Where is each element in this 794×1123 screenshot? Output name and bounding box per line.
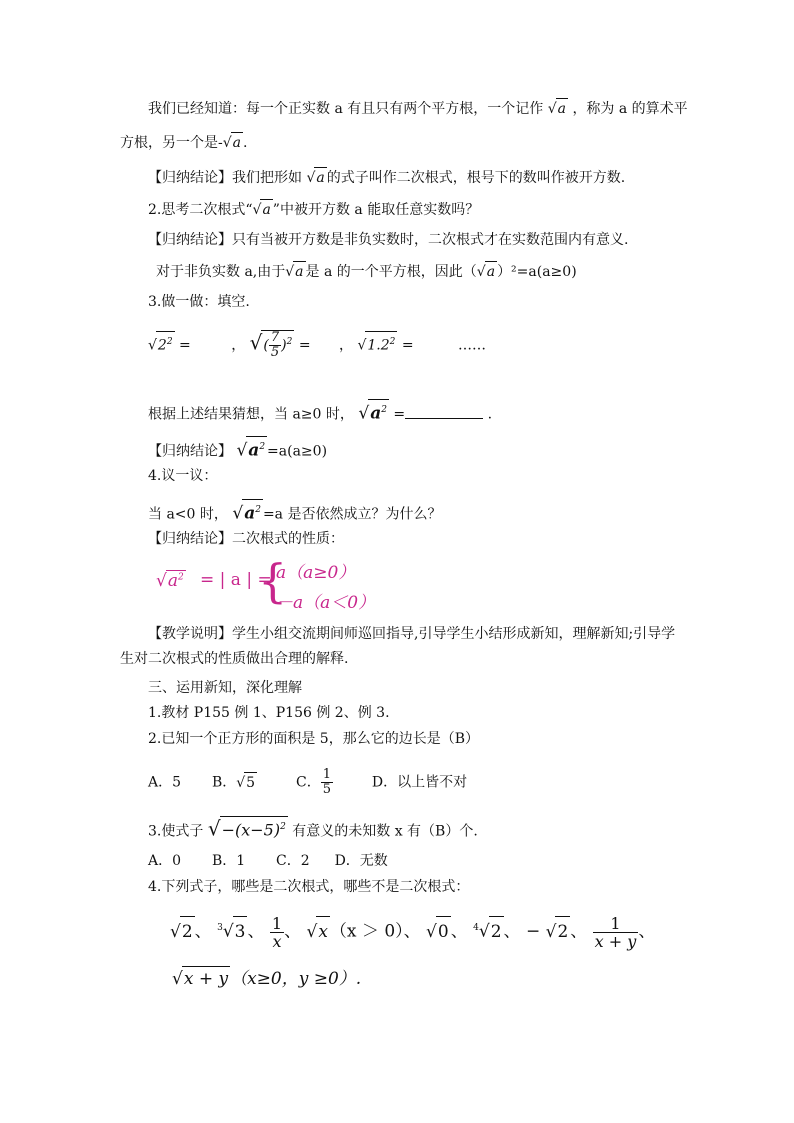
equals: = xyxy=(393,406,406,423)
text: 的式子叫作二次根式，根号下的数叫作被开方数. xyxy=(326,170,626,186)
example-1: 1.教材 P155 例 1、P156 例 2、例 3. xyxy=(148,705,390,721)
base: −(x−5) xyxy=(221,820,281,840)
sqrt-2: √2 xyxy=(546,916,571,947)
denominator: 5 xyxy=(270,345,280,360)
separator: 、 xyxy=(284,921,302,942)
radicand: 5 xyxy=(244,772,257,793)
fraction-one-fifth xyxy=(321,768,333,797)
radicand xyxy=(365,331,397,356)
separator: 、 xyxy=(403,921,421,942)
exponent: 2 xyxy=(280,822,286,832)
case-2: －a（a＜0） xyxy=(276,593,376,613)
numerator: 1 xyxy=(322,767,331,782)
example-3-options xyxy=(148,851,388,871)
example-4-title: 4.下列式子，哪些是二次根式，哪些不是二次根式： xyxy=(148,879,470,895)
radicand xyxy=(220,816,288,840)
root-index: 4 xyxy=(473,923,479,933)
equals: = xyxy=(298,337,311,354)
base: a xyxy=(248,440,260,461)
teaching-line-2: 生对二次根式的性质做出合理的解释. xyxy=(120,651,349,667)
option-a: A．0 xyxy=(148,853,182,869)
sqrt-2-squared: $√2^2$ xyxy=(148,331,175,356)
answer-blank[interactable] xyxy=(405,406,483,419)
separator: 、 xyxy=(450,921,468,942)
fraction-1-over-x xyxy=(270,915,284,950)
comma: ， xyxy=(339,337,354,354)
radicand: x + y xyxy=(182,966,230,991)
option-b: B．1 xyxy=(211,853,246,869)
section-3-title: 三、运用新知，深化理解 xyxy=(148,680,302,696)
text: ）²=a(a≥0) xyxy=(497,264,577,280)
radicand xyxy=(246,436,267,461)
base: a xyxy=(244,503,256,524)
text: 我们把形如 xyxy=(232,170,302,186)
base: 2 xyxy=(157,337,167,354)
intro-line-2 xyxy=(120,132,247,153)
exponent: 2 xyxy=(389,336,396,347)
absolute-value: = | a | = xyxy=(200,570,272,590)
condition: （x≥0，y ≥0）. xyxy=(230,969,362,989)
sqrt-a: √a xyxy=(548,98,568,119)
radicand: a xyxy=(485,261,497,282)
radicand xyxy=(368,399,389,424)
minus-sign: − xyxy=(525,921,541,942)
sqrt-a: √a xyxy=(306,167,326,188)
fraction-1-over-x-plus-y xyxy=(593,915,639,950)
base: 1.2 xyxy=(367,337,390,354)
separator: 、 xyxy=(194,921,212,942)
teaching-tag: 【教学说明】 xyxy=(148,626,232,642)
text: 我们已经知道：每一个正实数 a 有且只有两个平方根，一个记作 xyxy=(148,101,544,117)
conclusion-tag: 【归纳结论】 xyxy=(148,443,232,460)
radicand: a xyxy=(314,167,326,188)
conclusion-3 xyxy=(148,436,327,462)
conclusion-tag: 【归纳结论】 xyxy=(148,170,232,186)
text: 对于非负实数 a,由于 xyxy=(156,264,286,280)
example-4-items-1 xyxy=(170,913,655,950)
left-brace-icon: { xyxy=(258,554,288,608)
denominator: x xyxy=(272,931,282,951)
radicand: a xyxy=(231,132,243,153)
sqrt-a: √a xyxy=(223,132,243,153)
radicand: 3 xyxy=(233,916,248,947)
question-2 xyxy=(148,199,479,220)
sqrt-1.2-squared: $√1.2^2$ xyxy=(357,331,397,356)
numerator: 1 xyxy=(271,913,283,933)
exponent: 2 xyxy=(177,572,184,583)
text: 有意义的未知数 x 有（B）个. xyxy=(292,823,478,840)
radicand: 2 xyxy=(180,916,195,947)
radicand: ( $\frac{7}{5}$ )$^2$ xyxy=(263,330,293,360)
sqrt-a-squared: $√a^2$ xyxy=(358,399,389,424)
text: 当 a<0 时， xyxy=(148,506,228,523)
example-3 xyxy=(148,816,478,841)
teaching-line-1 xyxy=(148,624,675,644)
text: 2.思考二次根式“ xyxy=(148,202,253,218)
denominator: x + y xyxy=(594,931,637,951)
numerator: 7 xyxy=(270,330,280,345)
text: 二次根式的性质： xyxy=(232,531,344,547)
separator: 、 xyxy=(570,921,588,942)
question-4-title: 4.议一议： xyxy=(148,468,218,484)
text: 3.使式子 xyxy=(148,823,204,840)
exponent: 2 xyxy=(259,442,266,452)
radicand xyxy=(156,331,175,356)
guess-line xyxy=(148,399,492,425)
comma: ， xyxy=(231,337,246,354)
sqrt-5: √5 xyxy=(236,772,257,793)
text: =a(a≥0) xyxy=(267,443,328,460)
root-index: 3 xyxy=(217,923,223,933)
question-3-exprs xyxy=(148,330,486,360)
base: a xyxy=(370,403,382,424)
sqrt-0: √0 xyxy=(426,916,451,947)
denominator: 5 xyxy=(322,782,331,797)
option-a: A．5 xyxy=(148,774,182,791)
equals: = xyxy=(179,337,191,354)
condition: （x ＞ 0） xyxy=(329,921,404,942)
conclusion-tag: 【归纳结论】 xyxy=(148,531,232,547)
sqrt-a: √a xyxy=(253,199,273,220)
text: ”中被开方数 a 能取任意实数吗？ xyxy=(272,202,480,218)
sqrt-x: √x xyxy=(306,916,329,947)
text: 方根，另一个是- xyxy=(120,135,223,151)
intro-line-1 xyxy=(148,98,688,119)
sqrt-a: √a xyxy=(285,261,305,282)
conclusion-1 xyxy=(148,167,625,188)
property-formula xyxy=(156,556,396,612)
radicand: a xyxy=(260,199,272,220)
case-1: a（a≥0） xyxy=(276,563,356,583)
option-b-label: B． xyxy=(211,774,237,791)
text: 只有当被开方数是非负实数时，二次根式才在实数范围内有意义. xyxy=(232,232,629,248)
radicand xyxy=(166,570,186,591)
sqrt-a: √a xyxy=(477,261,497,282)
text: . xyxy=(243,135,248,151)
radicand: 0 xyxy=(436,916,451,947)
sqrt-fraction-squared: √( $\frac{7}{5}$ )$^2$ xyxy=(249,330,293,360)
radicand: 2 xyxy=(489,916,504,947)
example-2: 2.已知一个正方形的面积是 5，那么它的边长是（B） xyxy=(148,731,480,747)
separator: 、 xyxy=(247,921,265,942)
sqrt-x-plus-y: √x + y xyxy=(172,966,230,991)
nonnegative-note xyxy=(156,261,577,282)
conclusion-4 xyxy=(148,529,344,549)
text: 是 a 的一个平方根，因此（ xyxy=(305,264,477,280)
question-3-title: 3.做一做：填空. xyxy=(148,294,250,310)
text: =a 是否依然成立？为什么？ xyxy=(262,506,442,523)
separator: 、 xyxy=(503,921,521,942)
option-c-label: C． xyxy=(295,774,321,791)
sqrt-a-squared: $√a^2$ xyxy=(232,499,263,524)
sqrt-expression: $√-(x-5)^2$ xyxy=(207,816,286,841)
radicand xyxy=(242,499,263,524)
period: . xyxy=(487,406,493,423)
example-4-items-2 xyxy=(172,966,361,991)
exponent: 2 xyxy=(286,336,293,347)
equals: = xyxy=(401,337,414,354)
numerator: 1 xyxy=(593,915,639,933)
text: 根据上述结果猜想，当 a≥0 时， xyxy=(148,406,354,423)
sqrt-a-squared: $√a^2$ xyxy=(236,436,267,461)
exponent: 2 xyxy=(166,336,173,347)
question-4-line xyxy=(148,499,441,525)
text: 学生小组交流期间师巡回指导,引导学生小结形成新知，理解新知;引导学 xyxy=(232,626,676,642)
radicand: 2 xyxy=(555,916,570,947)
sqrt-a-squared: $√a^2$ xyxy=(156,571,184,591)
example-2-options xyxy=(148,768,467,797)
conclusion-tag: 【归纳结论】 xyxy=(148,232,232,248)
fourth-root-2: $^4$√2 xyxy=(473,913,503,947)
cube-root-3: $^3$√3 xyxy=(217,913,247,947)
option-c: C．2 xyxy=(276,853,310,869)
exponent: 2 xyxy=(381,405,387,415)
radicand: a xyxy=(293,261,305,282)
separator: 、 xyxy=(638,921,656,942)
text: ，称为 a 的算术平 xyxy=(572,101,688,117)
ellipsis: …… xyxy=(458,337,487,354)
option-d: D．无数 xyxy=(334,853,388,869)
conclusion-2 xyxy=(148,230,628,250)
radicand: x xyxy=(316,916,330,947)
exponent: 2 xyxy=(255,505,261,515)
sqrt-2: √2 xyxy=(170,916,195,947)
fraction xyxy=(269,331,281,360)
radicand: a xyxy=(556,98,568,119)
base: a xyxy=(167,571,178,591)
option-d: D．以上皆不对 xyxy=(371,774,468,791)
